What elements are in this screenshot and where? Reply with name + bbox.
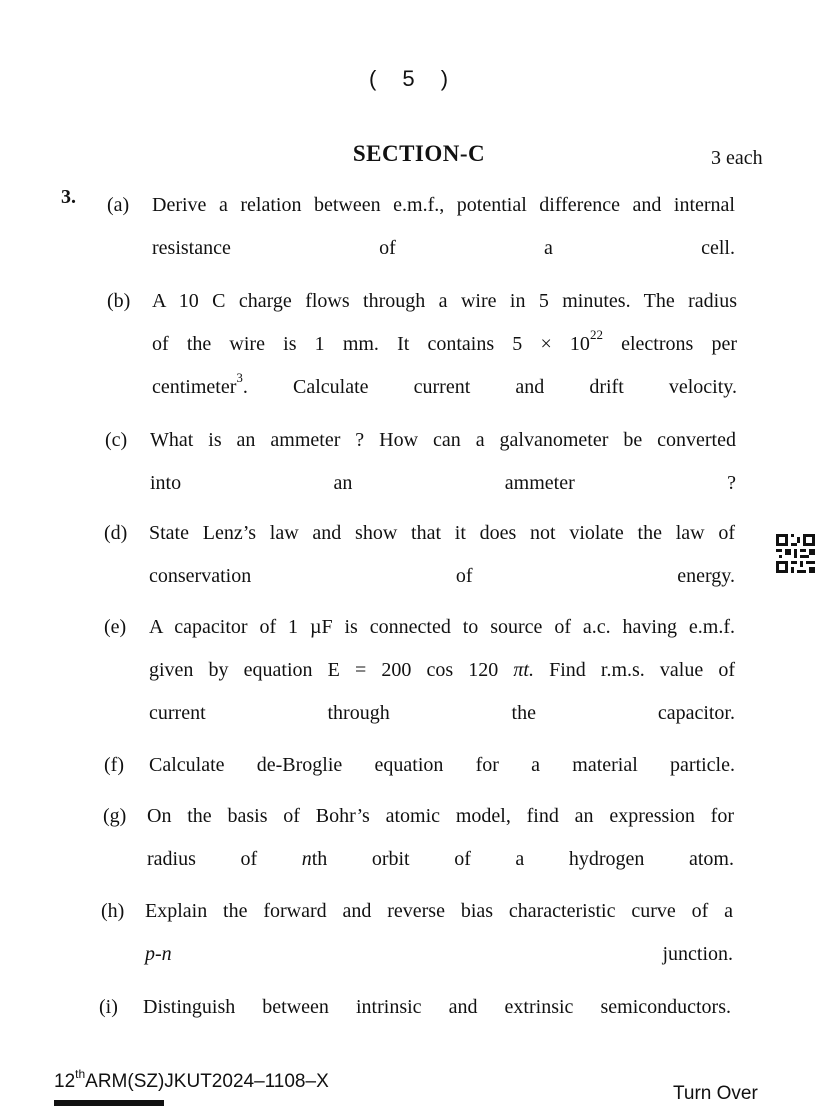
part-text-line: conservation of energy. xyxy=(149,565,735,587)
part-text-line: into an ammeter ? xyxy=(150,472,736,494)
part-text-line xyxy=(145,933,733,976)
paper-code-sup: th xyxy=(75,1066,86,1081)
paper-code xyxy=(54,1066,329,1093)
part-text: of the wire is 1 mm. It contains 5 × 10 xyxy=(152,333,590,355)
part-text-line: State Lenz’s law and show that it does not violate the law of xyxy=(149,522,735,544)
part-text-line: current through the capacitor. xyxy=(149,702,735,724)
part-text: th orbit of a hydrogen atom. xyxy=(311,848,734,870)
part-label: (f) xyxy=(104,754,124,776)
marks-each: 3 each xyxy=(711,147,763,169)
part-label: (c) xyxy=(105,429,128,451)
part-text: radius of xyxy=(147,848,302,870)
part-text-line xyxy=(152,323,737,366)
question-number: 3. xyxy=(61,186,76,208)
turn-over-note: Turn Over xyxy=(673,1083,758,1104)
part-text: . Calculate current and drift velocity. xyxy=(242,376,737,398)
part-text: electrons per xyxy=(602,333,738,355)
part-text-line: Explain the forward and reverse bias characteristic curve of a xyxy=(145,900,733,922)
part-text: given by equation E = 200 cos 120 xyxy=(149,659,514,681)
part-text-line xyxy=(147,838,734,881)
part-text-line: resistance of a cell. xyxy=(152,237,735,259)
math-italic: p-n xyxy=(145,943,172,965)
math-italic: πt. xyxy=(513,659,534,681)
paper-code-suffix: ARM(SZ)JKUT2024–1108–X xyxy=(85,1071,329,1092)
exponent: 3 xyxy=(236,370,243,386)
part-label: (g) xyxy=(103,805,127,827)
part-label: (e) xyxy=(104,616,127,638)
part-label: (a) xyxy=(107,194,130,216)
part-text-line xyxy=(152,366,737,409)
part-text: junction. xyxy=(171,943,733,965)
section-title: SECTION-C xyxy=(352,141,486,166)
part-text-line: A 10 C charge flows through a wire in 5 minutes. The radius xyxy=(152,290,737,312)
part-text-line: What is an ammeter ? How can a galvanometer be converted xyxy=(150,429,736,451)
qr-code-icon xyxy=(776,534,815,573)
part-text-line: Calculate de-Broglie equation for a material particle. xyxy=(149,754,735,776)
part-text: Find r.m.s. value of xyxy=(533,659,735,681)
part-label: (d) xyxy=(104,522,128,544)
page-number: ( 5 ) xyxy=(368,66,459,91)
paper-code-prefix: 12 xyxy=(54,1071,76,1092)
cut-off-text-fragment xyxy=(54,1100,164,1106)
part-text-line: Derive a relation between e.m.f., potential difference and internal xyxy=(152,194,735,216)
part-label: (b) xyxy=(107,290,131,312)
part-text-line: A capacitor of 1 µF is connected to source of a.c. having e.m.f. xyxy=(149,616,735,638)
part-label: (h) xyxy=(101,900,125,922)
math-italic: n xyxy=(301,848,312,870)
part-text-line xyxy=(149,649,735,692)
part-text: centimeter xyxy=(152,376,237,398)
exponent: 22 xyxy=(589,327,603,343)
part-text-line: On the basis of Bohr’s atomic model, find an expression for xyxy=(147,805,734,827)
part-text-line: Distinguish between intrinsic and extrinsic semiconductors. xyxy=(143,996,731,1018)
part-label: (i) xyxy=(99,996,118,1018)
